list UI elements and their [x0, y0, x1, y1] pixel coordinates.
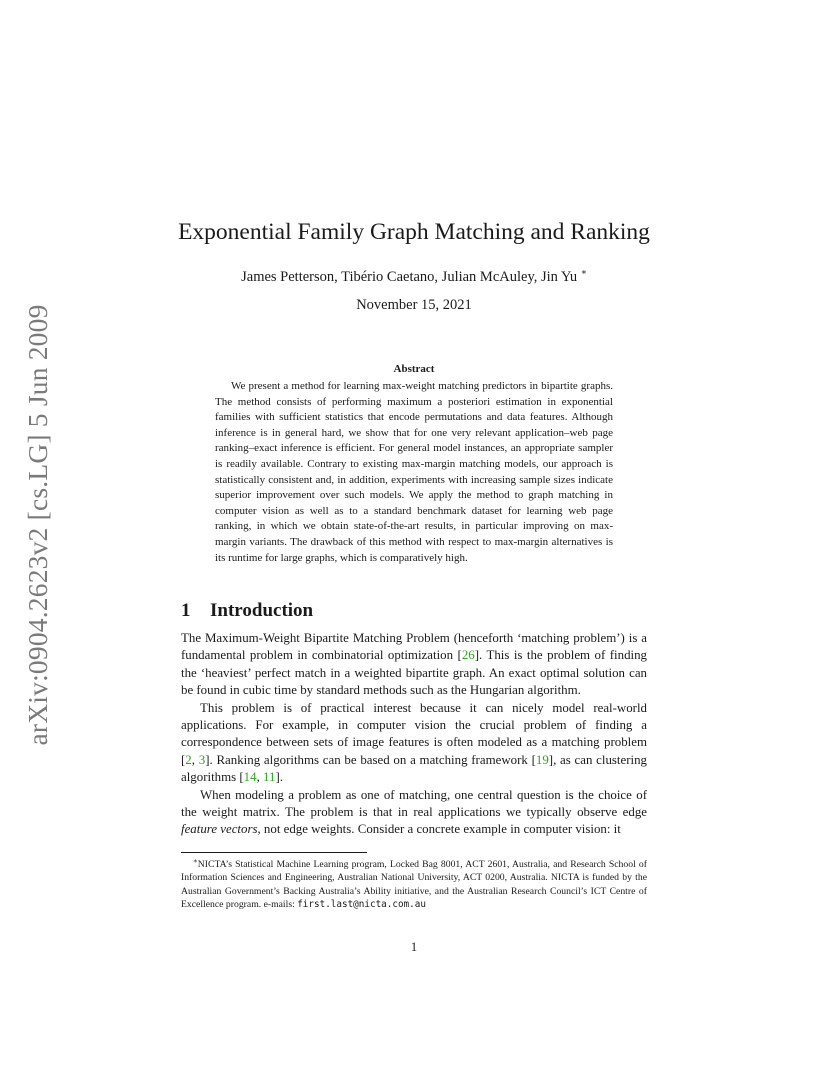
- author-names: James Petterson, Tibério Caetano, Julian McAuley, Jin Yu: [241, 268, 578, 285]
- citation-link[interactable]: 26: [461, 648, 475, 663]
- footnote-text: NICTA’s Statistical Machine Learning program, Locked Bag 8001, ACT 2601, Australia, and Research School of Information Sciences and Engineering, Australian National University, ACT 0200, Australia. NICTA is funded by the Australian Government’s Backing Australia’s Ability initiative, and the Australian Research Council’s ICT Centre of Excellence program. e-mails:: [181, 859, 647, 910]
- introduction-body: [181, 630, 647, 839]
- paragraph-text: When modeling a problem as one of matching, one central question is the choice of the weight matrix. The problem is that in real applications we typically observe edge: [181, 787, 647, 820]
- paragraph-text: This problem is of practical interest because it can nicely model real-world applications. For example, in computer vision the crucial problem of finding a correspondence between sets of image features is often modeled as a matching problem: [181, 700, 647, 750]
- paragraph-text: , not edge weights. Consider a concrete example in computer vision: it: [257, 822, 621, 837]
- paragraph-1: The Maximum-Weight Bipartite Matching Problem (henceforth ‘matching problem’) is a fundamental problem in combinatorial optimization [26]. This is the problem of finding the ‘heaviest’ perfect match in a weighted bipartite graph. An exact optimal solution can be found in cubic time by standard methods such as the Hungarian algorithm.: [181, 631, 647, 698]
- arxiv-side-stamp: [13, 300, 63, 750]
- citation-link[interactable]: 19: [535, 752, 549, 767]
- citation-link[interactable]: 14: [243, 770, 257, 785]
- paragraph-text: , as can clustering algorithms: [181, 752, 647, 785]
- paragraph-3: [181, 787, 647, 839]
- citation-link[interactable]: 2: [185, 752, 192, 767]
- abstract-heading: Abstract: [393, 363, 435, 375]
- emphasis-text: feature vectors: [181, 822, 258, 837]
- footnote-email: first.last@nicta.com.au: [297, 898, 426, 910]
- paper-date: November 15, 2021: [356, 297, 472, 313]
- abstract-text: We present a method for learning max-weight matching predictors in bipartite graphs. The method consists of performing maximum a posteriori estimation in exponential families with sufficient statistics that encode permutations and data features. Although inference is in general hard, we show that for one very relevant application–web page ranking–exact inference is efficient. For general model instances, an appropriate sampler is readily available. Contrary to existing max-margin matching models, our approach is statistically consistent and, in addition, experiments with increasing sample sizes indicate superior improvement over such models. We apply the method to graph matching in computer vision as well as to a standard benchmark dataset for learning web page ranking, in which we obtain state-of-the-art results, in particular improving on max-margin variants. The drawback of this method with respect to max-margin alternatives is its runtime for large graphs, which is comparatively high.: [215, 380, 613, 564]
- section-title: Introduction: [210, 600, 314, 621]
- author-list: [150, 263, 678, 286]
- paper-title: Exponential Family Graph Matching and Ranking: [178, 219, 650, 245]
- footnote-mark: ∗: [193, 857, 198, 865]
- citation-link[interactable]: 3: [198, 752, 206, 767]
- paragraph-text: .: [279, 770, 283, 785]
- paragraph-text: . This is the problem of finding the ‘heaviest’ perfect match in a weighted bipartite graph. An exact optimal solution can be found in cubic time by standard methods such as the Hungarian algorithm.: [181, 648, 647, 698]
- paragraph-text: The Maximum-Weight Bipartite Matching Problem (henceforth ‘matching problem’) is a fundamental problem in combinatorial optimization: [181, 631, 647, 663]
- footnote: [181, 855, 647, 911]
- section-number: 1: [181, 600, 191, 621]
- arxiv-identifier: arXiv:0904.2623v2 [cs.LG] 5 Jun 2009: [22, 304, 53, 746]
- paragraph-2: This problem is of practical interest because it can nicely model real-world applications. For example, in computer vision the crucial problem of finding a correspondence between sets of image features is often modeled as a matching problem [2, 3]. Ranking algorithms can be based on a matching framework [19], as can clustering algorithms [14, 11].: [181, 700, 647, 785]
- section-heading: [181, 600, 313, 622]
- author-footnote-mark: ∗: [580, 267, 587, 277]
- paragraph-text: . Ranking algorithms can be based on a matching framework: [209, 752, 532, 767]
- footnote-divider: [181, 852, 367, 853]
- page-number: 1: [410, 940, 418, 954]
- citation-link[interactable]: 11: [263, 770, 276, 785]
